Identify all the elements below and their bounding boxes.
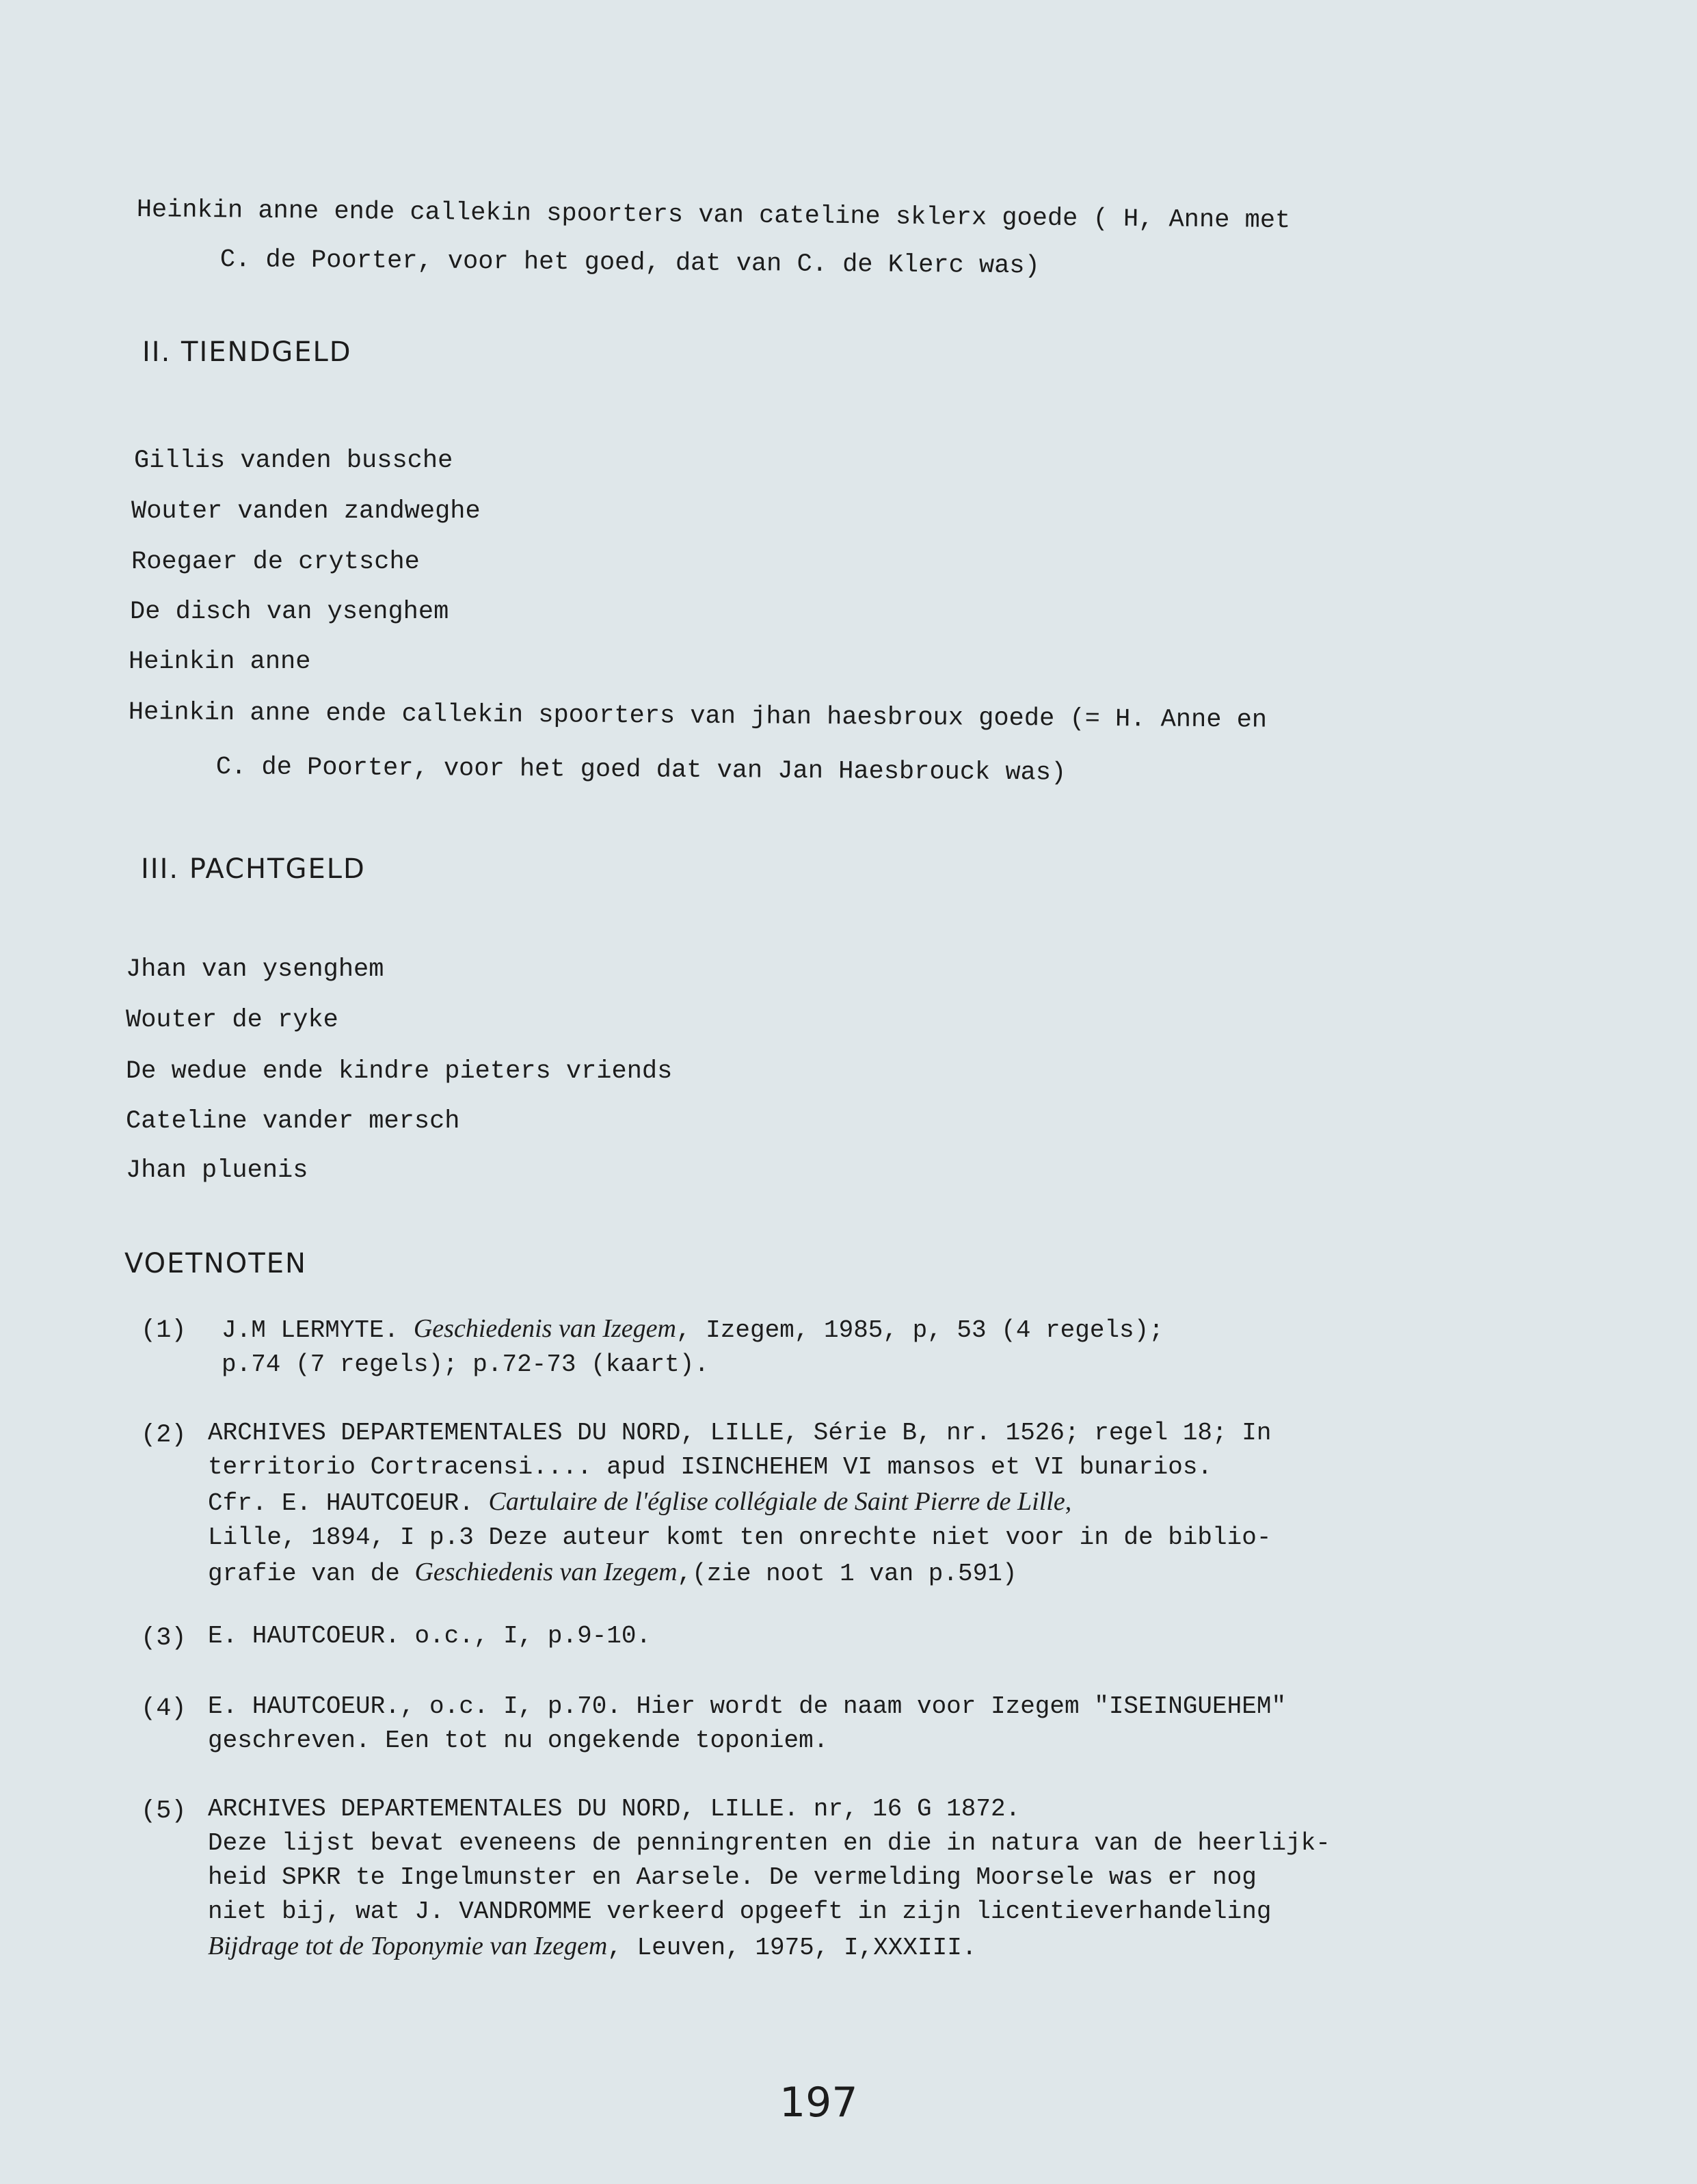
footnote-text: Deze lijst bevat eveneens de penningrenten en die in natura van de heerlijk- — [208, 1829, 1331, 1857]
footnote-text: ARCHIVES DEPARTEMENTALES DU NORD, LILLE, Série B, nr. 1526; regel 18; In — [208, 1419, 1272, 1447]
list-item: De disch van ysenghem — [130, 598, 449, 626]
footnote-number: (5) — [141, 1797, 187, 1826]
list-item: Heinkin anne ende callekin spoorters van jhan haesbroux goede (= H. Anne en — [128, 698, 1268, 735]
footnote-text: heid SPKR te Ingelmunster en Aarsele. De vermelding Moorsele was er nog — [208, 1863, 1257, 1891]
footnote-5 — [208, 1792, 1331, 1965]
footnote-1 — [222, 1311, 1164, 1382]
list-item: Cateline vander mersch — [126, 1107, 460, 1136]
footnote-number: (2) — [141, 1421, 187, 1450]
footnote-2 — [208, 1416, 1271, 1591]
footnote-number: (4) — [141, 1694, 187, 1723]
footnote-text: geschreven. Een tot nu ongekende toponiem. — [208, 1727, 829, 1755]
footnote-title: Geschiedenis van Izegem — [414, 1558, 678, 1586]
footnote-text: E. HAUTCOEUR., o.c. I, p.70. Hier wordt de naam voor Izegem "ISEINGUEHEM" — [208, 1692, 1287, 1720]
page-number: 197 — [779, 2079, 858, 2127]
section-heading-tiendgeld: II. TIENDGELD — [142, 336, 352, 368]
footnote-text: ARCHIVES DEPARTEMENTALES DU NORD, LILLE. nr, 16 G 1872. — [208, 1795, 1021, 1823]
footnote-text: J.M LERMYTE. — [222, 1316, 414, 1344]
list-item-continued: C. de Poorter, voor het goed dat van Jan Haesbrouck was) — [215, 753, 1067, 788]
footnote-title: Bijdrage tot de Toponymie van Izegem — [208, 1932, 608, 1960]
entry-line-continued: C. de Poorter, voor het goed, dat van C. de Klerc was) — [219, 245, 1040, 281]
list-item: Heinkin anne — [129, 648, 311, 676]
footnote-number: (3) — [141, 1624, 187, 1653]
footnote-text: territorio Cortracensi.... apud ISINCHEHEM VI mansos et VI bunarios. — [208, 1453, 1213, 1481]
footnote-number: (1) — [141, 1316, 187, 1345]
footnote-text: , Izegem, 1985, p, 53 (4 regels); — [676, 1316, 1164, 1344]
list-item: Roegaer de crytsche — [131, 548, 420, 576]
list-item: Wouter de ryke — [126, 1006, 338, 1035]
footnote-text: , Leuven, 1975, I,XXXIII. — [607, 1934, 977, 1962]
footnote-text: E. HAUTCOEUR. o.c., I, p.9-10. — [208, 1622, 652, 1650]
section-heading-pachtgeld: III. PACHTGELD — [141, 853, 366, 885]
footnote-text: p.74 (7 regels); p.72-73 (kaart). — [222, 1350, 709, 1379]
footnote-text: Cfr. E. HAUTCOEUR. — [208, 1489, 489, 1517]
footnote-title: Geschiedenis van Izegem — [413, 1314, 676, 1343]
list-item: De wedue ende kindre pieters vriends — [126, 1057, 673, 1086]
footnote-text: niet bij, wat J. VANDROMME verkeerd opgeeft in zijn licentieverhandeling — [208, 1897, 1272, 1926]
footnote-title: Cartulaire de l'église collégiale de Saint Pierre de Lille, — [488, 1487, 1072, 1516]
list-item: Wouter vanden zandweghe — [131, 497, 481, 526]
footnote-text: Lille, 1894, I p.3 Deze auteur komt ten onrechte niet voor in de biblio- — [208, 1523, 1272, 1552]
entry-line: Heinkin anne ende callekin spoorters van cateline sklerx goede ( H, Anne met — [136, 195, 1291, 236]
list-item: Jhan van ysenghem — [126, 955, 384, 984]
footnote-text: grafie van de — [208, 1560, 415, 1588]
footnote-4 — [208, 1690, 1286, 1758]
footnotes-heading: VOETNOTEN — [124, 1248, 307, 1279]
list-item: Jhan pluenis — [126, 1156, 308, 1185]
footnote-text: ,(zie noot 1 van p.591) — [677, 1560, 1017, 1588]
list-item: Gillis vanden bussche — [134, 447, 453, 475]
footnote-3 — [208, 1619, 651, 1653]
